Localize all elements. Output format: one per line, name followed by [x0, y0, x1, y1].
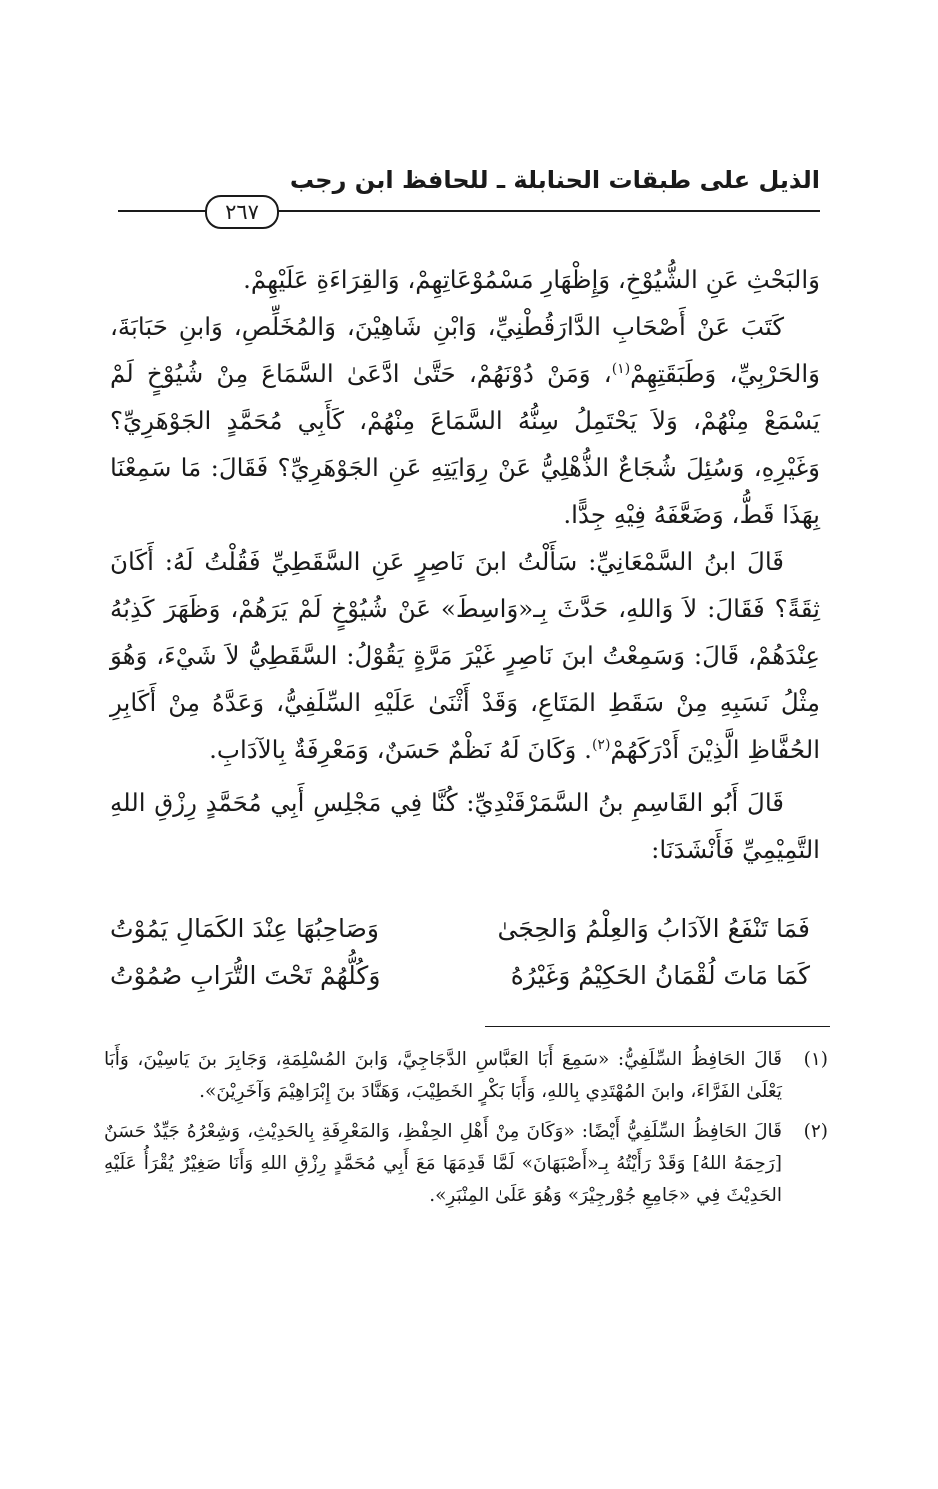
footnote-marker: (٢)	[591, 736, 611, 753]
header-rule-left	[118, 210, 206, 212]
page-number: ٢٦٧	[205, 195, 279, 229]
verse-line	[110, 914, 820, 961]
verse-second-hemistich: وَصَاحِبُهَا عِنْدَ الكَمَالِ يَمُوْتُ	[110, 914, 379, 943]
footnote-marker: (١)	[611, 360, 631, 377]
paragraph: وَالبَحْثِ عَنِ الشُّيُوْخِ، وَإِظْهَارِ مَسْمُوْعَاتِهِمْ، وَالقِرَاءَةِ عَلَيْهِمْ.	[243, 265, 820, 294]
verse-first-hemistich: كَمَا مَاتَ لُقْمَانُ الحَكِيْمُ وَغَيْرُهُ	[510, 961, 810, 990]
footnote-text: قَالَ الحَافِظُ السِّلَفِيُّ أَيْضًا: «وَكَانَ مِنْ أَهْلِ الحِفْظِ، وَالمَعْرِفَةِ بِالحَدِيْثِ، وَشِعْرُهُ جَيِّدٌ حَسَنٌ [رَحِمَهُ اللهُ] وَقَدْ رَأَيْتُهُ بِـ«أَصْبَهَانَ» لَمَّا قَدِمَهَا مَعَ أَبِي مُحَمَّدٍ رِزْقِ اللهِ وَأَنَا صَغِيْرٌ يُقْرَأُ عَلَيْهِ الحَدِيْثَ فِي «جَامِعِ جُوْرجِيْرَ» وَهُوَ عَلَىٰ المِنْبَرِ».	[104, 1121, 782, 1206]
footnote	[104, 1044, 828, 1108]
main-text	[110, 256, 820, 873]
paragraph	[110, 538, 820, 773]
header-rule-right	[278, 210, 820, 212]
verse-line	[110, 961, 820, 1008]
paragraph-text: قَالَ ابنُ السَّمْعَانِيِّ: سَأَلْتُ ابنَ نَاصِرٍ عَنِ السَّقَطِيِّ فَقُلْتُ لَهُ: أَكَانَ ثِقَةً؟ فَقَالَ: لاَ وَاللهِ، حَدَّثَ بِـ«وَاسِطَ» عَنْ شُيُوْخٍ لَمْ يَرَهُمْ، وَظَهَرَ كَذِبُهُ عِنْدَهُمْ، قَالَ: وَسَمِعْتُ ابنَ نَاصِرٍ غَيْرَ مَرَّةٍ يَقُوْلُ: السَّقَطِيُّ لاَ شَيْءَ، وَهُوَ مِثْلُ نَسَبِهِ مِنْ سَقَطِ المَتَاعِ، وَقَدْ أَثْنَىٰ عَلَيْهِ السِّلَفِيُّ، وَعَدَّهُ مِنْ أَكَابِرِ الحُفَّاظِ الَّذِيْنَ أَدْرَكَهُمْ	[110, 547, 820, 764]
verse-second-hemistich: وَكُلُّهُمْ تَحْتَ التُّرَابِ صُمُوْتُ	[110, 961, 381, 990]
footnote	[104, 1116, 828, 1212]
running-title: الذيل على طبقات الحنابلة ـ للحافظ ابن رجب	[289, 166, 820, 194]
paragraph-text: كَتَبَ عَنْ أَصْحَابِ الدَّارَقُطْنِيِّ، وَابْنِ شَاهِيْنَ، وَالمُخَلِّصِ، وَابنِ حَبَابَةَ، وَالحَرْبِيِّ، وَطَبَقَتِهِمْ	[110, 312, 820, 388]
footnote-number: (١)	[803, 1049, 828, 1070]
paragraph-text: . وَكَانَ لَهُ نَظْمٌ حَسَنٌ، وَمَعْرِفَةٌ بِالآدَابِ.	[209, 735, 592, 764]
footnote-separator	[485, 1026, 830, 1027]
verse-first-hemistich: فَمَا تَنْفَعُ الآدَابُ وَالعِلْمُ وَالحِجَىٰ	[497, 914, 810, 943]
paragraph-text: ، وَمَنْ دُوْنَهُمْ، حَتَّىٰ ادَّعَىٰ السَّمَاعَ مِنْ شُيُوْخٍ لَمْ يَسْمَعْ مِنْهُمْ، وَلاَ يَحْتَمِلُ سِنُّهُ السَّمَاعَ مِنْهُمْ، كَأَبِي مُحَمَّدٍ الجَوْهَرِيِّ؟ وَغَيْرِهِ، وَسُئِلَ شُجَاعٌ الذُّهْلِيُّ عَنْ رِوَايَتِهِ عَنِ الجَوْهَرِيِّ؟ فَقَالَ: مَا سَمِعْنَا بِهَذَا قَطُّ، وَضَعَّفَهُ فِيْهِ جِدًّا.	[110, 359, 820, 529]
footnote-text: قَالَ الحَافِظُ السِّلَفِيُّ: «سَمِعَ أَبَا العَبَّاسِ الدَّجَاجِيَّ، وَابنَ المُسْلِمَةِ، وَجَابِرَ بنَ يَاسِيْنَ، وَأَبَا يَعْلَىٰ الفَرَّاءَ، وابنَ المُهْتَدِي بِاللهِ، وَأَبَا بَكْرٍ الخَطِيْبَ، وَهَنَّادَ بنَ إِبْرَاهِيْمَ وَآخَرِيْنَ».	[104, 1049, 782, 1102]
paragraph: قَالَ أَبُو القَاسِمِ بنُ السَّمَرْقَنْدِيِّ: كُنَّا فِي مَجْلِسِ أَبِي مُحَمَّدٍ رِزْقِ اللهِ التَّمِيْمِيِّ فَأَنْشَدَنَا:	[110, 788, 820, 864]
paragraph	[110, 303, 820, 538]
footnote-number: (٢)	[803, 1121, 828, 1142]
footnotes	[104, 1044, 828, 1220]
